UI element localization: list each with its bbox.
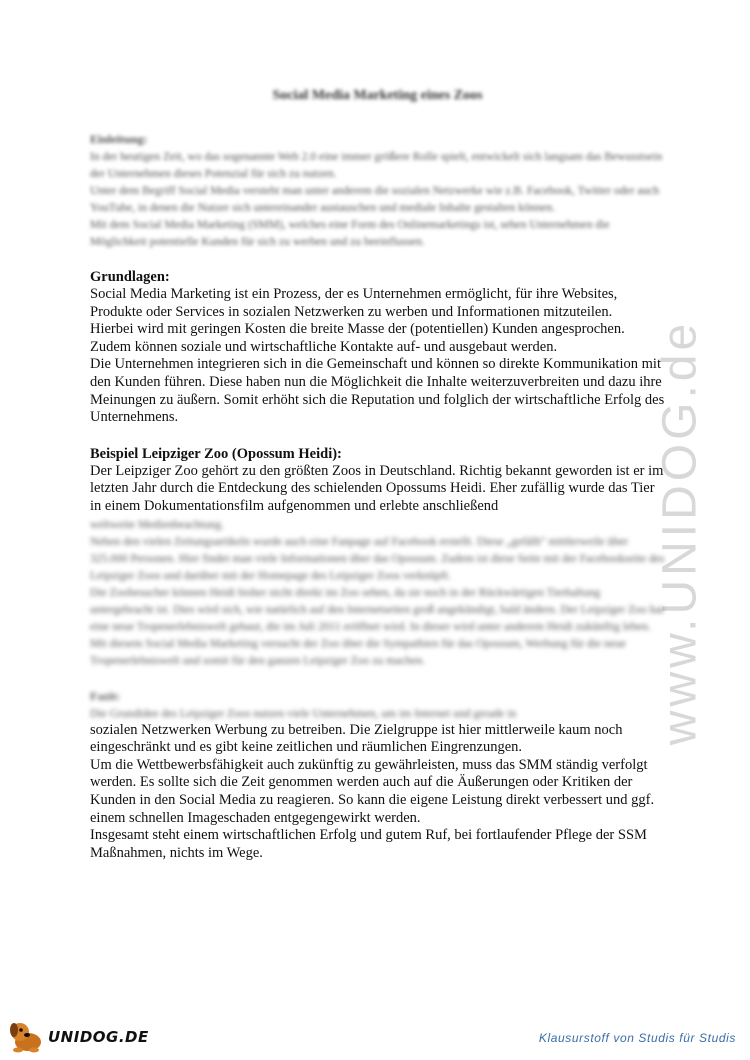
- paragraph: Hierbei wird mit geringen Kosten die breite Masse der (potentiellen) Kunden angesprochen.: [90, 321, 625, 338]
- paragraph: Die Unternehmen integrieren sich in die Gemeinschaft und können so direkte Kommunikation mit den Kunden führen. Diese haben nun die Möglichkeit die Inhalte weiterzuverbreiten und dazu ihre Meinungen zu äußern. Somit erhöht sich die Reputation und folglich der wirtschaftliche Erfolg des Unternehmens.: [90, 356, 665, 426]
- paragraph: weltweite Medienbeachtung.: [90, 517, 224, 531]
- section-einleitung: [90, 130, 665, 250]
- paragraph: In der heutigen Zeit, wo das sogenannte Web 2.0 eine immer größere Rolle spielt, entwickelt sich langsam das Bewusstsein der Unternehmen dieses Potenzial für sich zu nutzen.: [90, 150, 663, 180]
- dog-icon: [6, 1018, 48, 1054]
- paragraph: Um die Wettbewerbsfähigkeit auch zukünftig zu gewährleisten, muss das SMM ständig verfolgt werden. Es sollte sich die Zeit genommen werden auch auf die Äußerungen oder Kritiken der Kunden in den Social Media zu reagieren. So kann die eigene Leistung direkt verbessert und ggf. einem schnellen Imageschaden entgegengewirkt werden.: [90, 756, 655, 826]
- section-heading: Grundlagen:: [90, 269, 170, 285]
- paragraph: sozialen Netzwerken Werbung zu betreiben. Die Zielgruppe ist hier mittlerweile kaum noch eingeschränkt und es gibt keine zeitlichen und räumlichen Eingrenzungen.: [90, 721, 623, 756]
- document-title: Social Media Marketing eines Zoos: [272, 88, 483, 103]
- section-heading: Fazit:: [90, 688, 120, 703]
- section-fazit: [90, 687, 665, 863]
- paragraph: Zudem können soziale und wirtschaftliche Kontakte auf- und ausgebaut werden.: [90, 338, 558, 355]
- watermark: www.UNIDOG.de: [653, 319, 707, 746]
- footer-tagline: Klausurstoff von Studis für Studis: [538, 1031, 736, 1045]
- section-heading: Beispiel Leipziger Zoo (Opossum Heidi):: [90, 445, 342, 462]
- document-body: [90, 88, 665, 880]
- paragraph: Insgesamt steht einem wirtschaftlichen Erfolg und gutem Ruf, bei fortlaufender Pflege der SSM Maßnahmen, nichts im Wege.: [90, 827, 647, 861]
- paragraph: Social Media Marketing ist ein Prozess, der es Unternehmen ermöglicht, für ihre Websites, Produkte oder Services in sozialen Netzwerken zu werben und Informationen mitzuteilen.: [90, 286, 618, 320]
- blurred-content: [90, 516, 665, 669]
- paragraph: Der Leipziger Zoo gehört zu den größten Zoos in Deutschland. Richtig bekannt geworden ist er im letzten Jahr durch die Entdeckung des schielenden Opossums Heidi. Eher zufällig wurde das Tier in einem Dokumentationsfilm aufgenommen und erlebte anschließend: [90, 462, 664, 514]
- unidog-logo[interactable]: [6, 1018, 166, 1054]
- paragraph: Neben den vielen Zeitungsartikeln wurde auch eine Fanpage auf Facebook erstellt. Diese „gefällt" mittlerweile über 325.000 Personen. Hier findet man viele Informationen über das Opossum. Zudem ist diese Seite mit der Facebookseite des Leipziger Zoos und darüber mit der Homepage des Leipziger Zoos verknüpft.: [90, 534, 665, 582]
- section-heading: Einleitung:: [90, 132, 148, 146]
- paragraph: Die Zoobesucher können Heidi bisher nicht direkt im Zoo sehen, da sie noch in der Rückwärtigen Tierhaltung untergebracht ist. Dies wird sich, wie natürlich auf den Internetseiten groß angekündigt, bald ändern. Der Leipziger Zoo hat eine neue Tropenerlebniswelt gebaut, die im Juli 2011 eröffnet wird. In dieser wird unter anderem Heidi zukünftig leben. Mit diesem Social Media Marketing versucht der Zoo über die Sympathien für das Opossum, Werbung für die neue Tropenerlebniswelt und somit für den ganzen Leipziger Zoo zu machen.: [90, 585, 664, 667]
- paragraph: Unter dem Begriff Social Media versteht man unter anderem die sozialen Netzwerke wie z.B. Facebook, Twitter oder auch YouTube, in denen die Nutzer sich untereinander austauschen und mediale Inhalte gestalten können.: [90, 184, 660, 214]
- paragraph: Mit dem Social Media Marketing (SMM), welches eine Form des Onlinemarketings ist, sehen Unternehmen die Möglichkeit potentielle Kunden für sich zu werben und zu beeinflussen.: [90, 218, 610, 248]
- section-grundlagen: [90, 268, 665, 427]
- section-beispiel: [90, 445, 665, 669]
- logo-text: UNIDOG.DE: [48, 1028, 149, 1046]
- blurred-content: [90, 687, 665, 722]
- paragraph: Die Grundidee des Leipziger Zoos nutzen viele Unternehmen, um im Internet und gerade in: [90, 706, 517, 720]
